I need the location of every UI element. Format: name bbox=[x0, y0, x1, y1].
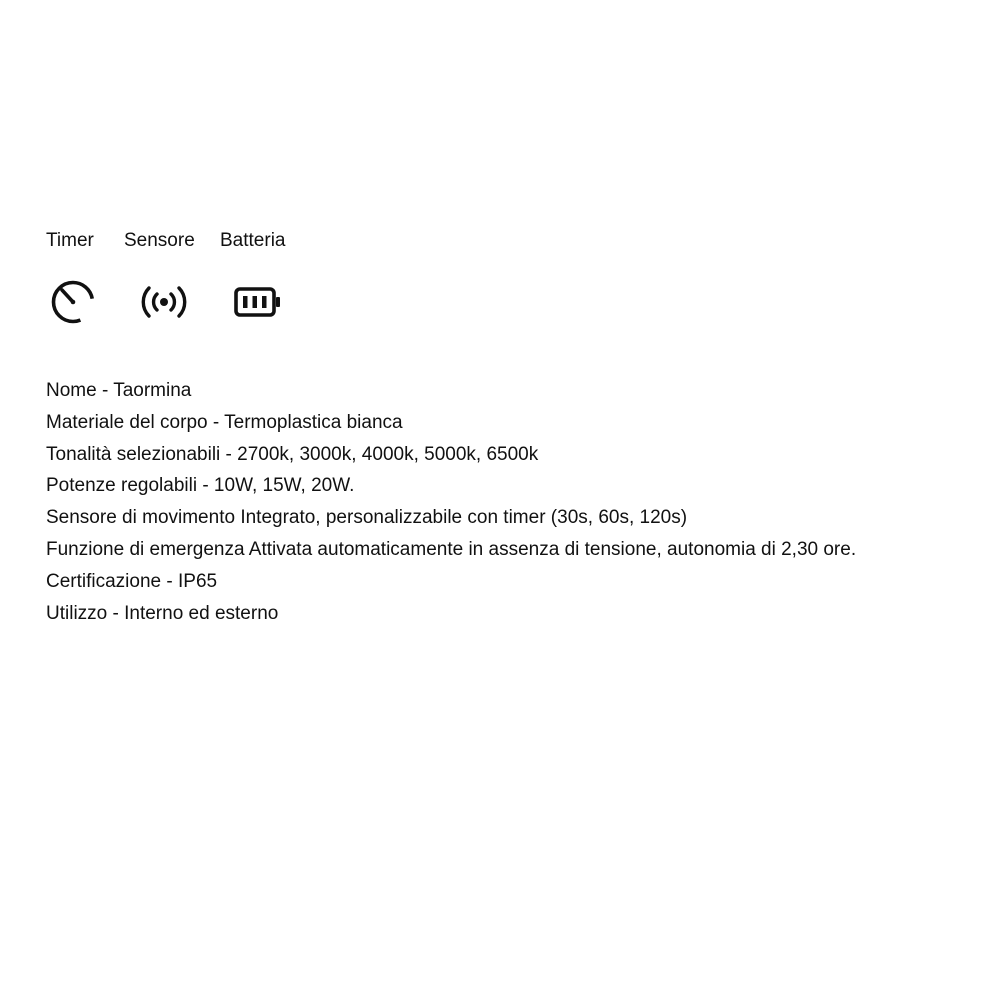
feature-label-timer: Timer bbox=[46, 230, 94, 251]
timer-icon bbox=[48, 278, 98, 328]
spec-list bbox=[46, 375, 986, 629]
spec-name: Nome - Taormina bbox=[46, 380, 192, 401]
battery-icon bbox=[232, 285, 284, 321]
spec-usage: Utilizzo - Interno ed esterno bbox=[46, 602, 279, 624]
spec-emergency-function: Funzione di emergenza Attivata automaticamente in assenza di tensione, autonomia di 2,30 ore. bbox=[46, 538, 857, 560]
feature-label-sensor: Sensore bbox=[124, 230, 195, 251]
spec-color-temperatures: Tonalità selezionabili - 2700k, 3000k, 4000k, 5000k, 6500k bbox=[46, 443, 539, 465]
spec-power-levels: Potenze regolabili - 10W, 15W, 20W. bbox=[46, 475, 355, 497]
feature-label-battery: Batteria bbox=[220, 230, 286, 251]
spec-body-material: Materiale del corpo - Termoplastica bianca bbox=[46, 411, 403, 433]
spec-motion-sensor: Sensore di movimento Integrato, personalizzabile con timer (30s, 60s, 120s) bbox=[46, 507, 688, 529]
feature-labels bbox=[46, 229, 446, 255]
spec-certification: Certificazione - IP65 bbox=[46, 570, 218, 592]
sensor-icon bbox=[138, 280, 190, 324]
